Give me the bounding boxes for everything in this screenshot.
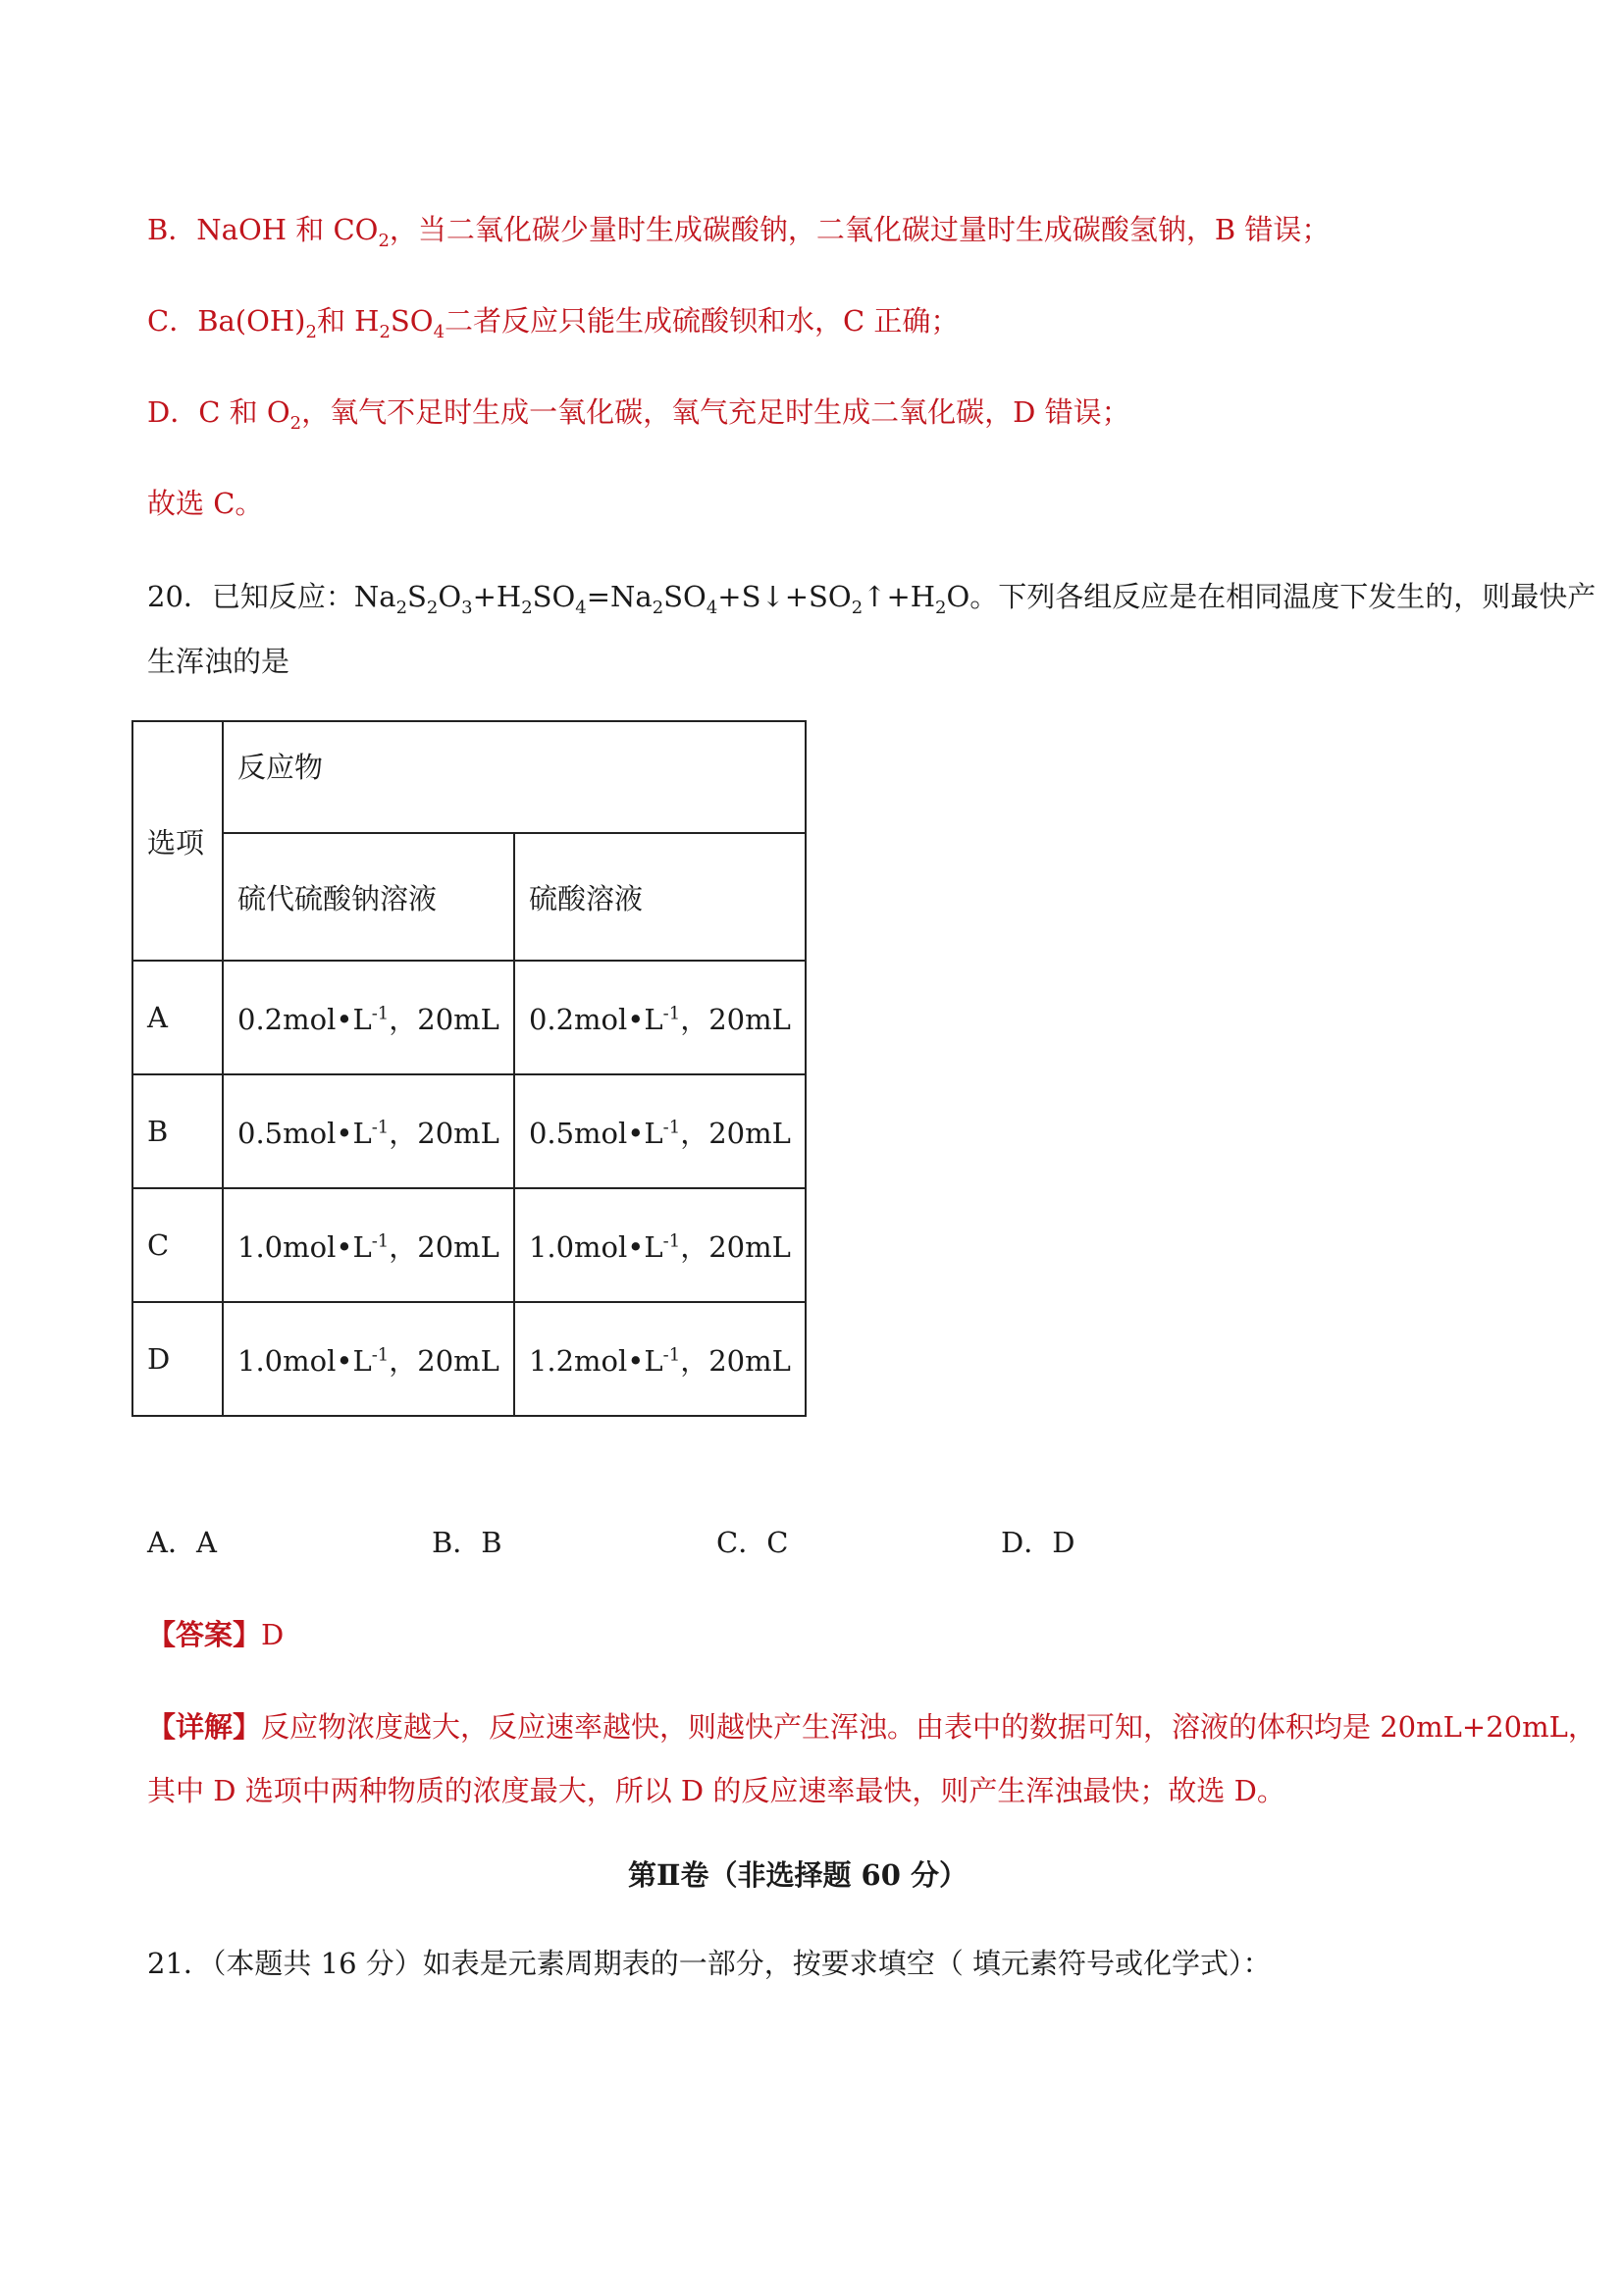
choice-a: A．A <box>147 1526 217 1559</box>
row-option: A <box>132 961 223 1074</box>
header-sulfuric-acid: 硫酸溶液 <box>514 833 806 961</box>
detail-line2: 其中 D 选项中两种物质的浓度最大，所以 D 的反应速率最快，则产生浑浊最快；故选 D。 <box>147 1774 1285 1807</box>
header-sodium-thiosulfate: 硫代硫酸钠溶液 <box>223 833 514 961</box>
header-reactants: 反应物 <box>223 721 806 833</box>
row-option: B <box>132 1074 223 1188</box>
reaction-table <box>131 720 807 1417</box>
row-acid: $1.2mol•L^{-1}$，20mL <box>514 1302 806 1416</box>
analysis-d: D．C 和 $O_2$，氧气不足时生成一氧化碳，氧气充足时生成二氧化碳，D 错误； <box>147 395 1130 434</box>
answer-label: 【答案】 <box>147 1618 262 1651</box>
analysis-c: C．$Ba(OH)_2$和 $H_2SO_4$二者反应只能生成硫酸钡和水，C 正确； <box>147 304 960 342</box>
row-thiosulfate: $1.0mol•L^{-1}$，20mL <box>223 1302 514 1416</box>
choice-d: D．D <box>1001 1526 1075 1559</box>
analysis-conclusion: 故选 C。 <box>147 487 264 520</box>
answer-line <box>147 1615 284 1654</box>
answer-value: D <box>261 1618 285 1651</box>
choice-c: C．C <box>716 1526 789 1559</box>
row-acid: $0.2mol•L^{-1}$，20mL <box>514 961 806 1074</box>
q21-stem: 21．（本题共 16 分）如表是元素周期表的一部分，按要求填空（ 填元素符号或化学式）： <box>147 1947 1272 1980</box>
detail-line1: 【详解】反应物浓度越大，反应速率越快，则越快产生浑浊。由表中的数据可知，溶液的体积均是 20mL+20mL， <box>147 1710 1597 1744</box>
row-option: D <box>132 1302 223 1416</box>
section-title: 第Ⅱ卷（非选择题 60 分） <box>628 1858 968 1892</box>
q20-stem-line2: 生浑浊的是 <box>147 645 290 678</box>
row-thiosulfate: $0.2mol•L^{-1}$，20mL <box>223 961 514 1074</box>
table-row <box>132 961 806 1074</box>
analysis-b: B．NaOH 和 $CO_2$，当二氧化碳少量时生成碳酸钠，二氧化碳过量时生成碳酸氢钠，B 错误； <box>147 213 1331 251</box>
detail-label: 【详解】 <box>147 1710 262 1744</box>
header-option: 选项 <box>132 721 223 961</box>
row-thiosulfate: $0.5mol•L^{-1}$，20mL <box>223 1074 514 1188</box>
table-row <box>132 1074 806 1188</box>
table-row <box>132 1188 806 1302</box>
row-acid: $0.5mol•L^{-1}$，20mL <box>514 1074 806 1188</box>
row-acid: $1.0mol•L^{-1}$，20mL <box>514 1188 806 1302</box>
table-row <box>132 1302 806 1416</box>
row-thiosulfate: $1.0mol•L^{-1}$，20mL <box>223 1188 514 1302</box>
choice-b: B．B <box>432 1526 502 1559</box>
q20-stem: 20．已知反应：$Na_2S_2O_3+H_2SO_4=Na_2SO_4+S↓+SO_2↑+H_2O$。下列各组反应是在相同温度下发生的，则最快产 <box>147 580 1597 618</box>
row-option: C <box>132 1188 223 1302</box>
